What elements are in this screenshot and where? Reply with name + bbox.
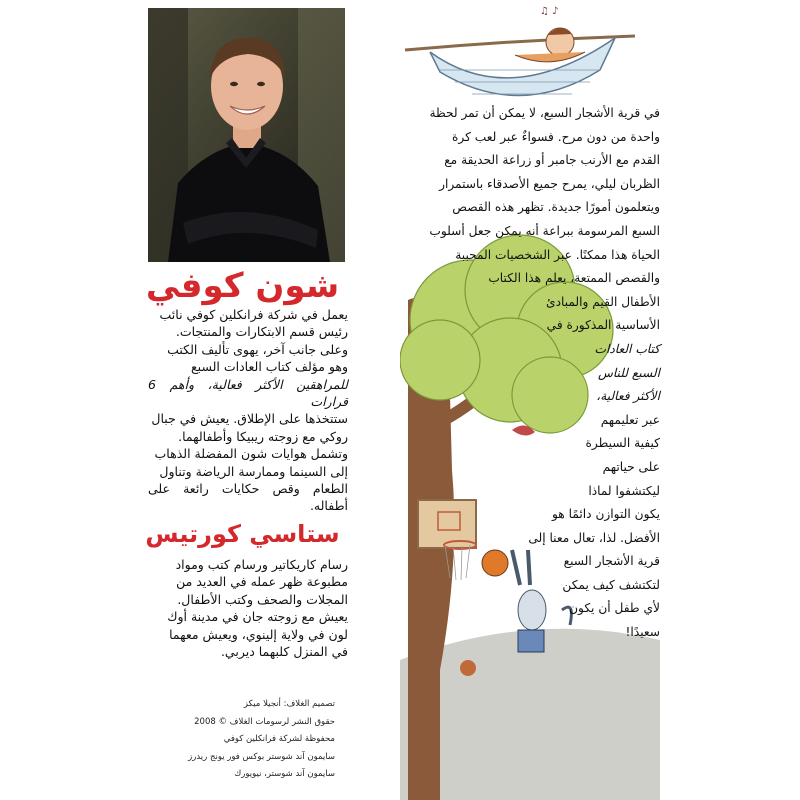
- story-line: الحياة هذا ممكنًا. عبر الشخصيات المحببة: [455, 247, 660, 262]
- story-line: كيفية السيطرة: [585, 436, 660, 451]
- credit-line: سايمون آند شوستر، نيويورك: [234, 769, 335, 779]
- author-photo: [148, 8, 345, 262]
- story-line: والقصص الممتعة، يعلم هذا الكتاب: [488, 271, 660, 286]
- story-line: القدم مع الأرنب جامبر أو زراعة الحديقة مع: [444, 153, 660, 168]
- credit-line: محفوظة لشركة فرانكلين كوفي: [223, 734, 335, 744]
- bio-line: رسام كاريكاتير ورسام كتب ومواد: [175, 557, 348, 572]
- bio-line: إلى السينما وممارسة الرياضة وتناول: [159, 463, 348, 479]
- bio-line: روكي مع زوجته ريبيكا وأطفالهما.: [178, 428, 348, 444]
- story-blurb: [425, 102, 660, 645]
- bio-line: ستتخذها على الإطلاق. يعيش في جبال: [151, 411, 348, 427]
- story-line: واحدة من دون مرح. فسواءٌ عبر لعب كرة: [451, 129, 660, 144]
- author-column: [140, 8, 350, 788]
- bio-line: لون في ولاية إلينوي، ويعيش معهما: [169, 626, 348, 642]
- author-bio: [148, 306, 348, 515]
- illustrator-name: ستاسي كورتيس: [145, 520, 340, 548]
- story-line: في قرية الأشجار السبع، لا يمكن أن تمر لحظة: [429, 106, 660, 120]
- svg-text:♫ ♪: ♫ ♪: [540, 6, 559, 17]
- story-line: سعيدًا!: [625, 625, 660, 640]
- bio-line: رئيس قسم الابتكارات والمنتجات.: [175, 324, 348, 340]
- credit-line: سايمون آند شوستر بوكس فور يونج ريدرز: [188, 751, 335, 762]
- credit-line: حقوق النشر لرسومات الغلاف © 2008: [194, 716, 335, 727]
- story-line: الأطفال القيم والمبادئ: [546, 294, 660, 309]
- story-line: السبع المرسومة ببراعة أنه يمكن جعل أسلوب: [429, 223, 660, 238]
- credits: [180, 696, 335, 784]
- story-line: الظربان ليلي، يمرح جميع الأصدقاء باستمرار: [439, 176, 660, 191]
- story-line: الأكثر فعالية،: [596, 389, 660, 404]
- story-line: على حياتهم: [602, 459, 660, 474]
- bio-line: يعمل في شركة فرانكلين كوفي نائب: [159, 307, 348, 322]
- story-line: لأي طفل أن يكون: [569, 601, 660, 616]
- bio-line: يعيش مع زوجته جان في مدينة أوك: [167, 609, 348, 625]
- story-line: قرية الأشجار السبع: [563, 554, 660, 569]
- bio-line: وهو مؤلف كتاب العادات السبع: [191, 359, 348, 375]
- story-line: كتاب العادات: [594, 341, 660, 356]
- bio-line: وتشمل هوايات شون المفضلة الذهاب: [154, 446, 348, 462]
- story-line: عبر تعليمهم: [600, 412, 660, 427]
- squirrel: [460, 660, 476, 676]
- story-line: لتكتشف كيف يمكن: [562, 577, 660, 592]
- bio-line: في المنزل كلبهما ديربي.: [220, 644, 348, 660]
- story-line: الأساسية المذكورة في: [546, 318, 660, 333]
- illustrator-bio: [148, 556, 348, 660]
- story-line: ويتعلمون أمورًا جديدة. تظهر هذه القصص: [452, 200, 660, 215]
- story-line: ليكتشفوا لماذا: [588, 483, 660, 498]
- story-line: يكون التوازن دائمًا هو: [552, 507, 660, 522]
- bio-line: وعلى جانب آخر، يهوى تأليف الكتب: [167, 341, 348, 357]
- bio-line: للمراهقين الأكثر فعالية، وأهم 6 قرارات: [148, 376, 348, 410]
- story-line: الأفضل. لذا، تعال معنا إلى: [528, 530, 660, 545]
- credit-line: تصميم الغلاف: أنجيلا ميكز: [243, 699, 335, 709]
- author-name: شون كوفي: [145, 266, 340, 306]
- story-column: [400, 0, 660, 800]
- bio-line: المجلات والصحف وكتب الأطفال.: [177, 591, 348, 607]
- bio-line: مطبوعة ظهر عمله في العديد من: [176, 574, 348, 590]
- bio-line: الطعام وقص حكايات رائعة على أطفاله.: [148, 481, 348, 514]
- hammock-illustration: [405, 6, 635, 96]
- story-line: السبع للناس: [597, 365, 660, 380]
